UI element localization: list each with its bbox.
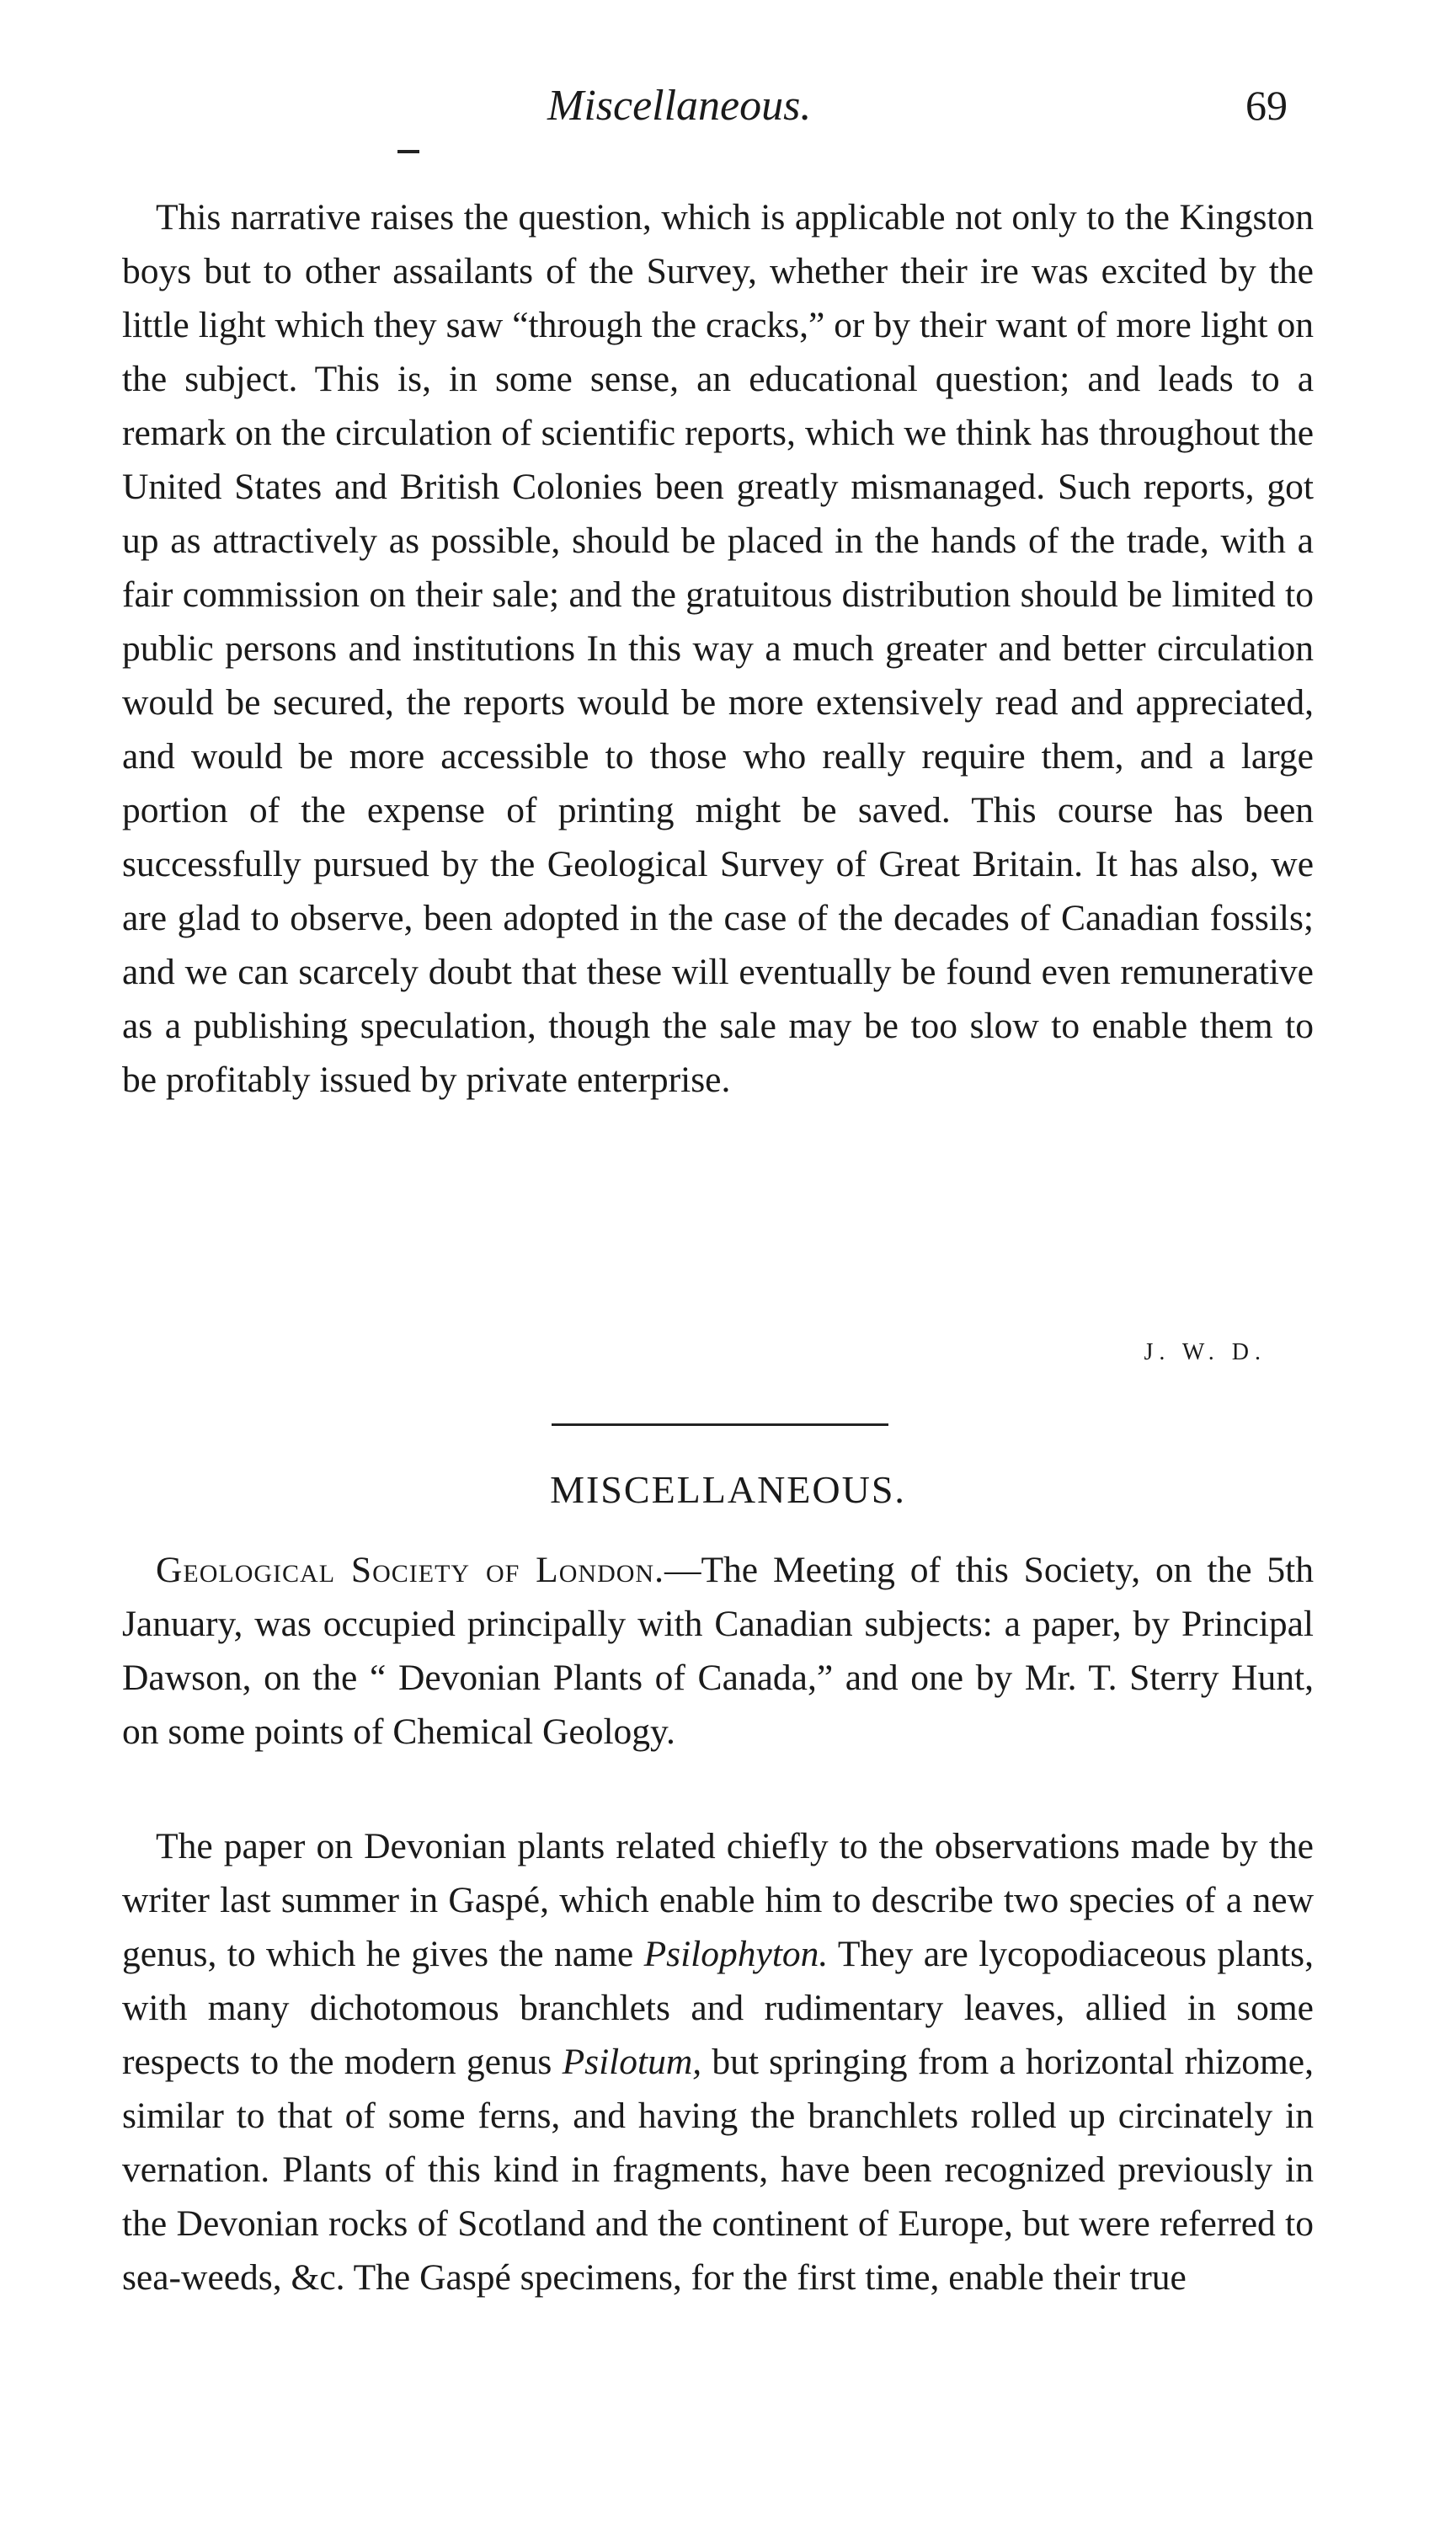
header-ornament [397, 150, 419, 153]
author-initials: J. W. D. [1144, 1339, 1267, 1365]
running-title: Miscellaneous. [547, 82, 812, 130]
society-lead-in: Geological Society of London. [156, 1550, 664, 1590]
section-paragraph-2 [122, 1819, 1314, 2304]
section-paragraph-1 [122, 1543, 1314, 1759]
paragraph-2-part-3: but springing from a horizontal rhizome, similar to that of some ferns, and having the branchlets rolled up circinately in vernation. Plants of this kind in fragments, have been recognized previously in the Devonian rocks of Scotland and the continent of Europe, but were referred to sea-weeds, &c. The Gaspé specimens, for the first time, enable their true [122, 2042, 1314, 2298]
genus-psilophyton: Psilophyton. [643, 1934, 829, 1974]
paragraph-2-part-1: The paper on Devonian plants related chiefly to the observations made by the writer last summer in Gaspé, which enable him to describe two species of a new genus, to which he gives the name [122, 1826, 1314, 1974]
paragraph-1 [122, 1543, 1314, 1759]
article-paragraph: This narrative raises the question, which is applicable not only to the Kingston boys but to other assailants of the Survey, whether their ire was excited by the little light which they saw “through the cracks,” or by their want of more light on the subject. This is, in some sense, an educational question; and leads to a remark on the circulation of scientific reports, which we think has throughout the United States and British Colonies been greatly mismanaged. Such reports, got up as attractively as possible, should be placed in the hands of the trade, with a fair commission on their sale; and the gratuitous distribution should be limited to public persons and institutions In this way a much greater and better circulation would be secured, the reports would be more extensively read and appreciated, and would be more accessible to those who really require them, and a large portion of the expense of printing might be saved. This course has been successfully pursued by the Geological Survey of Great Britain. It has also, we are glad to observe, been adopted in the case of the decades of Canadian fossils; and we can scarcely doubt that these will eventually be found even remunerative as a publishing speculation, though the sale may be too slow to enable them to be profitably issued by private enterprise. [122, 197, 1314, 1100]
section-heading: MISCELLANEOUS. [550, 1468, 906, 1511]
genus-psilotum: Psilotum, [562, 2042, 702, 2082]
section-divider [552, 1423, 888, 1426]
paragraph-2-part-2: They are lycopodiaceous plants, with many dichotomous branchlets and rudimentary leaves, allied in some respects to the modern genus [122, 1934, 1314, 2082]
paragraph-2 [122, 1819, 1314, 2304]
running-header [0, 81, 1456, 148]
page-number: 69 [1245, 82, 1288, 129]
article-body [122, 190, 1314, 1107]
paragraph-1-text: —The Meeting of this Society, on the 5th January, was occupied principally with Canadian subjects: a paper, by Principal Dawson, on the “ Devonian Plants of Canada,” and one by Mr. T. Sterry Hunt, on some points of Chemical Geology. [122, 1550, 1314, 1752]
